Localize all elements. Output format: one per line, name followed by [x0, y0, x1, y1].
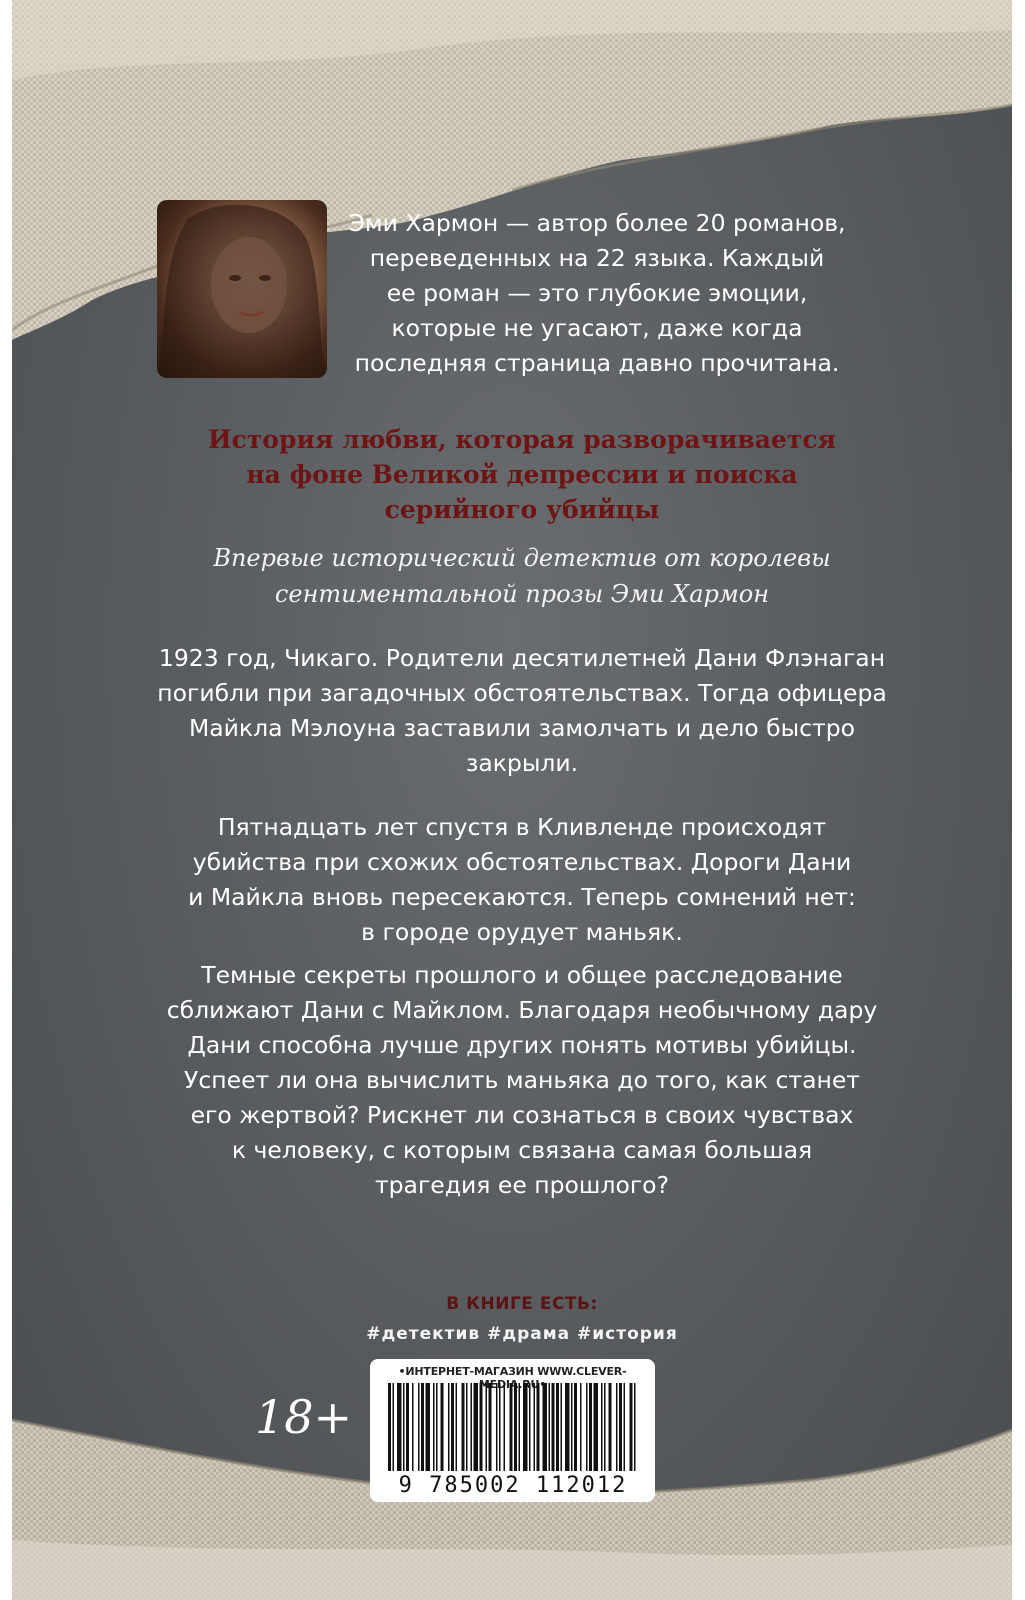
- barcode-bar: [556, 1383, 559, 1471]
- barcode-bar: [436, 1383, 438, 1471]
- tagline-line: История любви, которая разворачивается: [207, 425, 837, 454]
- genre-hashtags: #детектив #драма #история: [366, 1324, 678, 1344]
- tagline: [162, 422, 882, 527]
- barcode-bar: [496, 1383, 498, 1471]
- text-line: Дани способна лучше других понять мотивы убийцы.: [187, 1031, 857, 1059]
- text-line: Темные секреты прошлого и общее расследование: [201, 961, 843, 989]
- subtitle-line: Впервые исторический детектив от королевы: [213, 544, 831, 572]
- barcode-bar: [388, 1383, 391, 1471]
- barcode-bar: [393, 1383, 395, 1471]
- barcode-bar: [397, 1383, 402, 1471]
- text-line: трагедия ее прошлого?: [374, 1171, 670, 1199]
- text-line: в городе орудует маньяк.: [361, 918, 683, 946]
- barcode-bar: [604, 1383, 606, 1471]
- barcode-bar: [589, 1383, 592, 1471]
- barcode-bar: [571, 1383, 573, 1471]
- store-url: •ИНТЕРНЕТ-МАГАЗИН WWW.CLEVER-MEDIA.RU•: [398, 1365, 627, 1391]
- text-line: 1923 год, Чикаго. Родители десятилетней Дани Флэнаган: [158, 644, 886, 672]
- barcode-bar: [552, 1383, 555, 1471]
- text-line: Успеет ли она вычислить маньяка до того, как станет: [184, 1066, 860, 1094]
- text-line: и Майкла вновь пересекаются. Теперь сомнений нет:: [188, 883, 856, 911]
- text-line: сближают Дани с Майклом. Благодаря необычному дару: [166, 996, 878, 1024]
- barcode-bar: [426, 1383, 431, 1471]
- isbn-number: 9 785002 112012: [398, 1473, 628, 1498]
- barcode-bar: [609, 1383, 612, 1471]
- subtitle-line: сентиментальной прозы Эми Хармон: [274, 580, 770, 608]
- author-photo: [157, 200, 327, 378]
- subtitle: [152, 540, 892, 612]
- synopsis-paragraph-3: [132, 958, 912, 1203]
- text-line: закрыли.: [465, 749, 579, 777]
- barcode-bar: [586, 1383, 588, 1471]
- barcode-bar: [529, 1383, 531, 1471]
- barcode-bar: [486, 1383, 488, 1471]
- barcode-bar: [462, 1383, 465, 1471]
- barcode-bar: [451, 1383, 454, 1471]
- bio-line: которые не угасают, даже когда: [391, 314, 803, 342]
- barcode-bar: [549, 1383, 551, 1471]
- barcode-bar: [499, 1383, 501, 1471]
- barcode-bar: [403, 1383, 405, 1471]
- barcode-bar: [594, 1383, 599, 1471]
- barcode-bar: [514, 1383, 517, 1471]
- synopsis-paragraph-1: [132, 641, 912, 781]
- barcode-bar: [418, 1383, 420, 1471]
- barcode-bar: [406, 1383, 409, 1471]
- bio-line: ее роман — это глубокие эмоции,: [386, 279, 808, 307]
- barcode-bar: [504, 1383, 506, 1471]
- barcode-bar: [433, 1383, 435, 1471]
- bio-line: Эми Хармон — автор более 20 романов,: [348, 209, 846, 237]
- barcode-bar: [489, 1383, 492, 1471]
- barcode-bar: [421, 1383, 424, 1471]
- bio-line: последняя страница давно прочитана.: [354, 349, 840, 377]
- barcode-bar: [448, 1383, 450, 1471]
- barcode-bar: [619, 1383, 622, 1471]
- barcode-bar: [574, 1383, 577, 1471]
- barcode-bar: [412, 1383, 414, 1471]
- barcode: [384, 1383, 642, 1471]
- barcode-bar: [561, 1383, 563, 1471]
- text-line: его жертвой? Рискнет ли сознаться в своих чувствах: [190, 1101, 854, 1129]
- tagline-line: серийного убийцы: [384, 495, 660, 524]
- barcode-bar: [510, 1383, 513, 1471]
- text-line: Пятнадцать лет спустя в Кливленде происходят: [217, 813, 827, 841]
- barcode-bar: [474, 1383, 479, 1471]
- tagline-line: на фоне Великой депрессии и поиска: [246, 460, 798, 489]
- author-bio: [342, 206, 852, 381]
- barcode-bar: [630, 1383, 633, 1471]
- barcode-bar: [523, 1383, 528, 1471]
- barcode-bar: [565, 1383, 570, 1471]
- barcode-bar: [441, 1383, 444, 1471]
- barcode-bar: [537, 1383, 540, 1471]
- in-book-label: В КНИГЕ ЕСТЬ:: [446, 1294, 598, 1314]
- text-line: убийства при схожих обстоятельствах. Дороги Дани: [192, 848, 852, 876]
- barcode-bar: [543, 1383, 548, 1471]
- barcode-bar: [616, 1383, 618, 1471]
- text-line: погибли при загадочных обстоятельствах. Тогда офицера: [157, 679, 887, 707]
- barcode-bar: [580, 1383, 582, 1471]
- barcode-panel: [370, 1359, 655, 1502]
- barcode-bar: [519, 1383, 521, 1471]
- synopsis-paragraph-2: [132, 810, 912, 950]
- text-line: к человеку, с которым связана самая большая: [231, 1136, 813, 1164]
- barcode-bar: [466, 1383, 468, 1471]
- barcode-bar: [480, 1383, 483, 1471]
- barcode-bar: [534, 1383, 536, 1471]
- barcode-bar: [456, 1383, 458, 1471]
- bio-line: переведенных на 22 языка. Каждый: [369, 244, 825, 272]
- barcode-bar: [471, 1383, 473, 1471]
- text-line: Майкла Мэлоуна заставили замолчать и дело быстро: [188, 714, 856, 742]
- age-rating: 18+: [255, 1390, 353, 1444]
- book-back-cover: [12, 0, 1012, 1600]
- barcode-bar: [601, 1383, 603, 1471]
- barcode-bar: [624, 1383, 626, 1471]
- barcode-bar: [634, 1383, 636, 1471]
